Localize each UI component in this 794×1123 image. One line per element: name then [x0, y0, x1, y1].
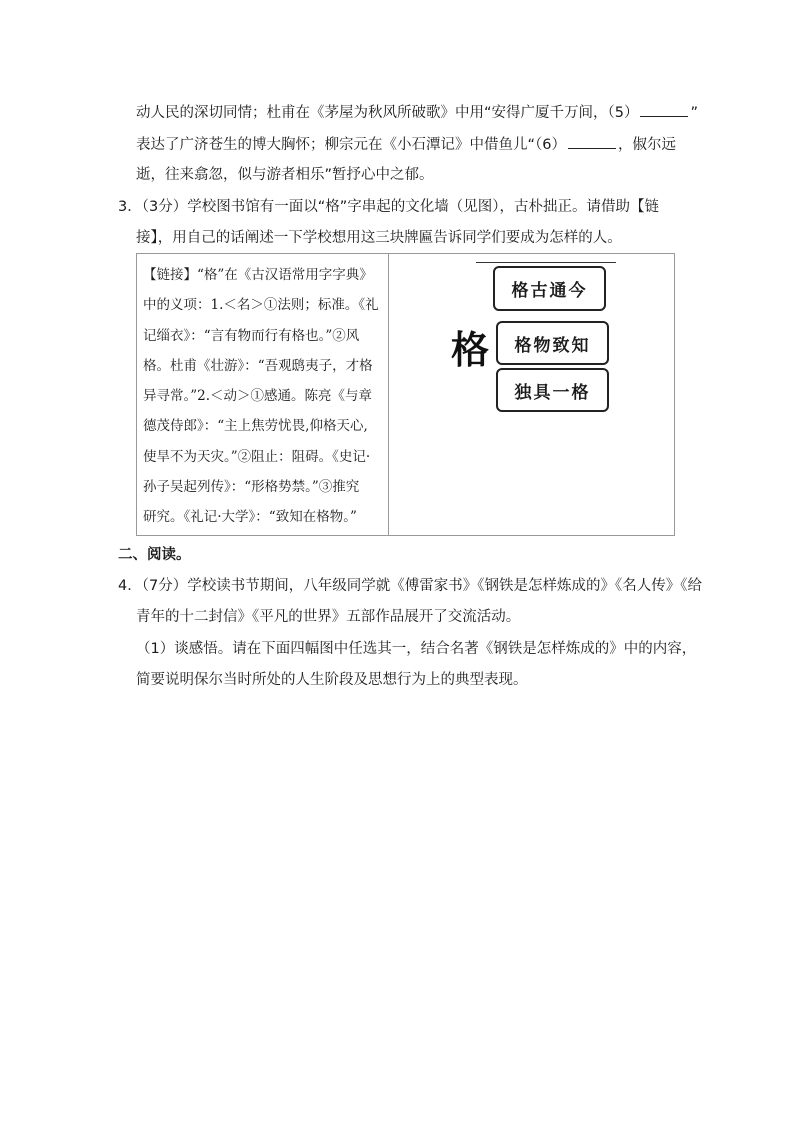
link-line: 异寻常。”2.＜动＞①感通。陈亮《与章: [143, 388, 373, 405]
intro-line-2: [136, 134, 676, 155]
link-line: 格。杜甫《壮游》：“吾观鸱夷子，才格: [143, 357, 373, 374]
answer-blank-5[interactable]: [640, 102, 688, 117]
question-4-line-2: 青年的十二封信》《平凡的世界》五部作品展开了交流活动。: [136, 609, 521, 625]
link-line: 中的义项：1.＜名＞①法则；标准。《礼: [143, 297, 379, 314]
question-3-line-1: 3．（3分）学校图书馆有一面以“格”字串起的文化墙（见图），古朴拙正。请借助【链: [118, 199, 659, 215]
answer-blank-6[interactable]: [568, 134, 616, 149]
intro-line-1-end: ”: [690, 105, 698, 121]
link-definition-cell: [143, 260, 383, 533]
section-2-title: 二、阅读。: [118, 547, 191, 563]
link-table: [136, 253, 675, 536]
question-4-line-1: 4．（7分）学校读书节期间，八年级同学就《傅雷家书》《钢铁是怎样炼成的》《名人传》《给: [118, 578, 702, 594]
culture-wall-image: [389, 254, 675, 535]
wall-top-line: [476, 262, 616, 263]
link-line: 记缁衣》：“言有物而行有格也。”②风: [143, 327, 360, 344]
question-4-sub1-line-1: （1）谈感悟。请在下面四幅图中任选其一，结合名著《钢铁是怎样炼成的》中的内容，: [136, 641, 697, 657]
intro-line-1-text: 动人民的深切同情；杜甫在《茅屋为秋风所破歌》中用“安得广厦千万间，（5）: [136, 105, 639, 121]
link-line: 【链接】“格”在《古汉语常用字字典》: [143, 267, 373, 283]
link-line: 使旱不为天灾。”②阻止：阻碍。《史记·: [143, 448, 371, 465]
link-line: 研究。《礼记·大学》：“致知在格物。”: [143, 509, 357, 526]
seal-character: 格: [451, 327, 490, 372]
plaque-3: 独具一格: [496, 368, 609, 412]
plaque-2: 格物致知: [496, 321, 609, 365]
question-3-line-2: 接】，用自己的话阐述一下学校想用这三块牌匾告诉同学们要成为怎样的人。: [136, 230, 622, 246]
intro-line-3: 逝，往来翕忽，似与游者相乐”暂抒心中之郁。: [136, 167, 434, 183]
question-4-sub1-line-2: 简要说明保尔当时所处的人生阶段及思想行为上的典型表现。: [136, 672, 528, 688]
link-line: 德茂侍郎》：“主上焦劳忧畏,仰格天心,: [143, 418, 368, 435]
intro-line-2-text: 表达了广济苍生的博大胸怀；柳宗元在《小石潭记》中借鱼儿“（6）: [136, 137, 566, 153]
plaque-1: 格古通今: [493, 266, 606, 311]
intro-line-1: [136, 102, 698, 123]
intro-line-2-end: ，俶尔远: [618, 137, 676, 153]
link-line: 孙子吴起列传》：“形格势禁。”③推究: [143, 479, 360, 496]
